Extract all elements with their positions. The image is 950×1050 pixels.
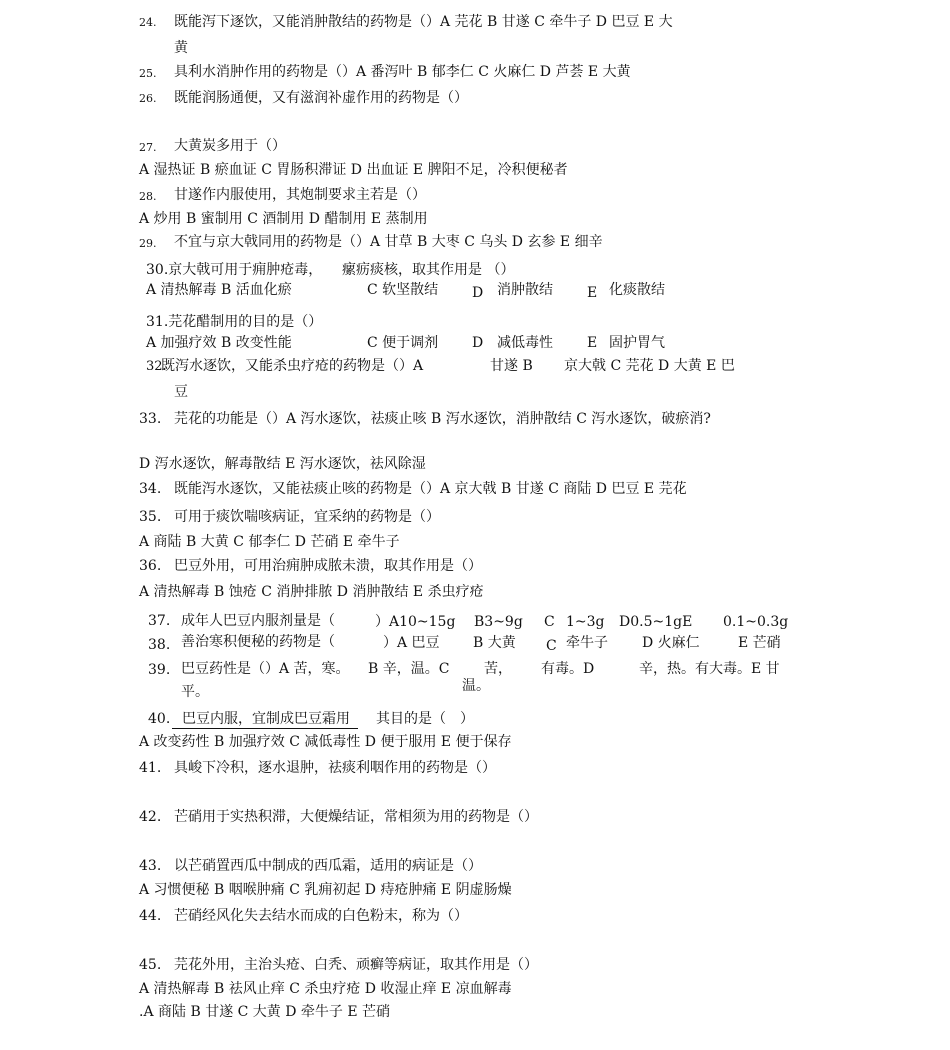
question-46-options: .A 商陆 B 甘遂 C 大黄 D 牵牛子 E 芒硝 [139, 1004, 391, 1020]
question-24-text: 既能泻下逐饮，又能消肿散结的药物是（）A 芫花 B 甘遂 C 牵牛子 D 巴豆 E 大 [174, 14, 673, 30]
question-44-text: 芒硝经风化失去结水而成的白色粉末，称为（） [174, 908, 468, 924]
question-number-45: 45. [139, 957, 162, 973]
question-33-options: D 泻水逐饮，解毒散结 E 泻水逐饮，祛风除湿 [139, 456, 426, 472]
question-number-32: 32. [146, 359, 167, 374]
question-31-option-e: 固护胃气 [609, 335, 665, 351]
question-32-text-c: 京大戟 C 芫花 D 大黄 E 巴 [564, 358, 735, 374]
question-number-25: 25. [139, 67, 157, 80]
question-31-option-d-letter: D [472, 335, 484, 351]
question-30-option-ab: A 清热解毒 B 活血化瘀 [146, 282, 292, 298]
question-40-text: 其目的是（ ） [376, 711, 474, 727]
question-37-option-c: 1~3g [566, 614, 605, 630]
question-number-27: 27. [139, 141, 157, 154]
question-37-option-a: ）A10~15g [375, 614, 456, 630]
question-39-option-c: 苦， [484, 661, 512, 677]
question-38-option-b: B 大黄 [473, 635, 516, 651]
question-number-38: 38. [148, 637, 171, 653]
question-30-text-b: 瘰疬痰核，取其作用是 （） [342, 262, 515, 278]
question-39-text: 巴豆药性是（）A 苦，寒。 [181, 661, 350, 677]
question-30-option-e-letter: E [587, 285, 598, 301]
question-number-41: 41. [139, 760, 162, 776]
question-33-text: 芫花的功能是（）A 泻水逐饮，祛痰止咳 B 泻水逐饮，消肿散结 C 泻水逐饮，破瘀消? [174, 411, 711, 427]
question-number-39: 39. [148, 662, 171, 678]
question-number-36: 36. [139, 558, 162, 574]
question-number-26: 26. [139, 92, 157, 105]
question-number-37: 37. [148, 613, 171, 629]
question-27-text: 大黄炭多用于（） [174, 138, 286, 154]
question-36-options: A 清热解毒 B 蚀疮 C 消肿排脓 D 消肿散结 E 杀虫疗疮 [139, 584, 484, 600]
question-39-continuation-b: 温。 [462, 678, 490, 694]
question-32-text-a: 既泻水逐饮，又能杀虫疗疮的药物是（）A [161, 358, 424, 374]
question-39-continuation-a: 平。 [181, 684, 209, 700]
question-30-option-c: C 软坚散结 [367, 282, 439, 298]
question-number-40: 40. [148, 711, 171, 727]
question-43-options: A 习惯便秘 B 咽喉肿痛 C 乳痈初起 D 痔疮肿痛 E 阴虚肠燥 [139, 882, 512, 898]
question-38-option-a: ）A 巴豆 [383, 635, 440, 651]
question-39-option-b: B 辛，温。C [368, 661, 450, 677]
question-29-text: 不宜与京大戟同用的药物是（）A 甘草 B 大枣 C 乌头 D 玄参 E 细辛 [174, 234, 603, 250]
question-31-option-d: 减低毒性 [497, 335, 553, 351]
question-37-option-c-letter: C [544, 614, 555, 630]
question-30-option-d-letter: D [472, 285, 484, 301]
question-31-option-ab: A 加强疗效 B 改变性能 [146, 335, 292, 351]
question-42-text: 芒硝用于实热积滞，大便燥结证，常相须为用的药物是（） [174, 809, 538, 825]
question-number-34: 34. [139, 481, 162, 497]
question-28-text: 甘遂作内服使用，其炮制要求主若是（） [174, 187, 426, 203]
question-45-text: 芫花外用，主治头疮、白秃、顽癣等病证，取其作用是（） [174, 957, 538, 973]
question-38-option-c: 牵牛子 [566, 635, 608, 651]
question-31-text: 31.芫花醋制用的目的是（） [146, 314, 323, 330]
question-30-option-d: 消肿散结 [497, 282, 553, 298]
question-35-text: 可用于痰饮喘咳病证，宜采纳的药物是（） [174, 509, 440, 525]
question-26-text: 既能润肠通便，又有滋润补虚作用的药物是（） [174, 90, 468, 106]
question-32-continuation: 豆 [174, 384, 188, 400]
question-number-42: 42. [139, 809, 162, 825]
question-number-24: 24. [139, 16, 157, 29]
question-39-option-c-tail: 有毒。D [541, 661, 595, 677]
question-number-35: 35. [139, 509, 162, 525]
question-27-options: A 湿热证 B 瘀血证 C 胃肠积滞证 D 出血证 E 脾阳不足，冷积便秘者 [139, 162, 568, 178]
question-38-option-e: E 芒硝 [738, 635, 781, 651]
question-number-44: 44. [139, 908, 162, 924]
question-25-text: 具利水消肿作用的药物是（）A 番泻叶 B 郁李仁 C 火麻仁 D 芦荟 E 大黄 [174, 64, 631, 80]
question-31-option-c: C 便于调剂 [367, 335, 439, 351]
question-number-33: 33. [139, 411, 162, 427]
question-30-text-a: 30.京大戟可用于痈肿疮毒， [146, 262, 323, 278]
question-number-28: 28. [139, 190, 157, 203]
question-40-underlined-text: 巴豆内服，宜制成巴豆霜用 [172, 710, 358, 729]
question-28-options: A 炒用 B 蜜制用 C 酒制用 D 醋制用 E 蒸制用 [139, 211, 428, 227]
question-37-option-b: B3~9g [474, 614, 523, 630]
question-39-option-d: 辛，热。有大毒。E 甘 [639, 661, 780, 677]
question-30-option-e: 化痰散结 [609, 282, 665, 298]
question-number-43: 43. [139, 858, 162, 874]
question-41-text: 具峻下冷积，逐水退肿，祛痰利咽作用的药物是（） [174, 760, 496, 776]
question-38-option-d: D 火麻仁 [642, 635, 700, 651]
question-number-29: 29. [139, 237, 157, 250]
question-36-text: 巴豆外用，可用治痈肿成脓未溃，取其作用是（） [174, 558, 482, 574]
question-40-options: A 改变药性 B 加强疗效 C 减低毒性 D 便于服用 E 便于保存 [139, 734, 512, 750]
question-35-options: A 商陆 B 大黄 C 郁李仁 D 芒硝 E 牵牛子 [139, 534, 400, 550]
question-38-option-c-letter: C [546, 638, 557, 654]
question-31-option-e-letter: E [587, 335, 598, 351]
question-43-text: 以芒硝置西瓜中制成的西瓜霜，适用的病证是（） [174, 858, 482, 874]
question-34-text: 既能泻水逐饮，又能祛痰止咳的药物是（）A 京大戟 B 甘遂 C 商陆 D 巴豆 E 芫花 [174, 481, 687, 497]
question-38-text: 善治寒积便秘的药物是（ [181, 634, 335, 650]
question-45-options: A 清热解毒 B 祛风止痒 C 杀虫疗疮 D 收湿止痒 E 凉血解毒 [139, 981, 512, 997]
question-37-option-de: D0.5~1gE [619, 614, 693, 630]
question-24-continuation: 黄 [174, 40, 188, 56]
question-37-text: 成年人巴豆内服剂量是（ [181, 613, 335, 629]
question-37-option-e: 0.1~0.3g [723, 614, 789, 630]
question-32-text-b: 甘遂 B [490, 358, 533, 374]
